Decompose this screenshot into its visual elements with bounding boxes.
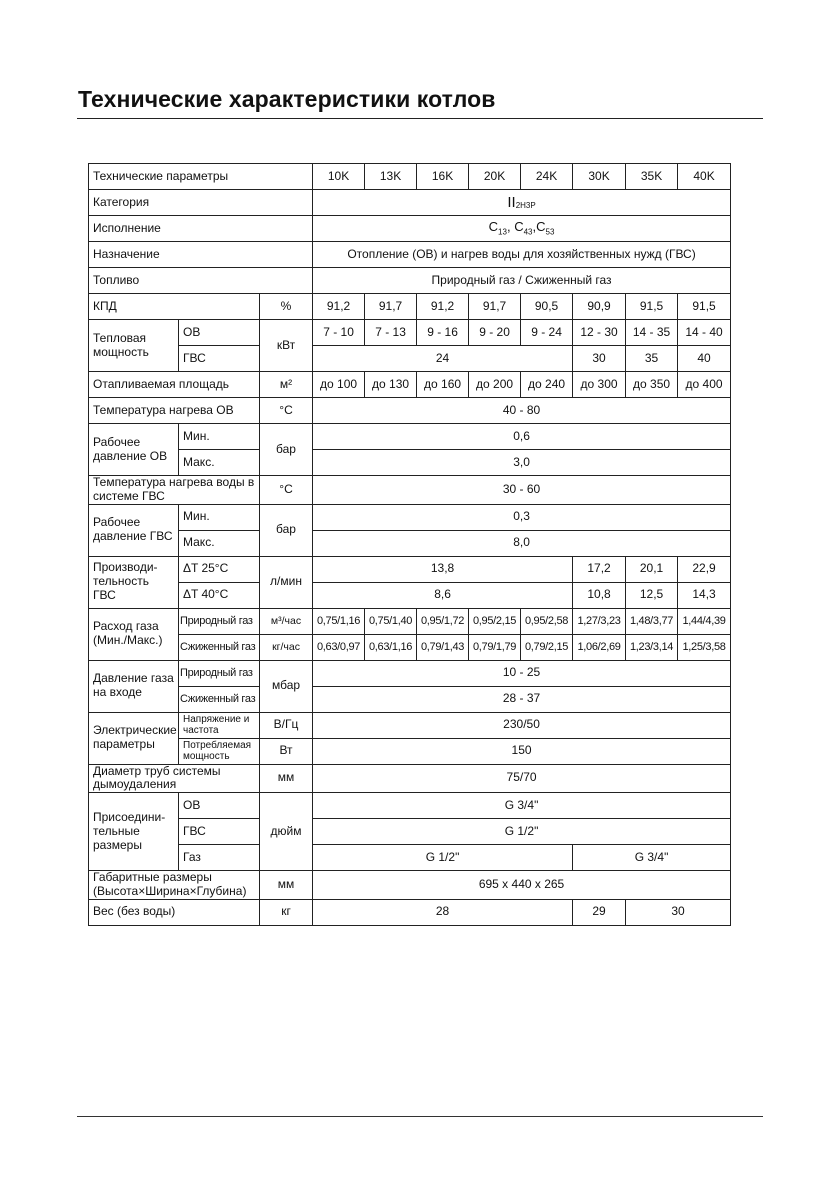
heat-power-ov-value: 12 - 30 <box>573 320 626 346</box>
heat-power-ov-value: 7 - 10 <box>313 320 365 346</box>
table-row <box>89 190 731 216</box>
model-cell: 35K <box>626 164 678 190</box>
flue-value: 75/70 <box>313 764 731 793</box>
unit-cell: бар <box>260 424 313 476</box>
table-row <box>89 556 731 582</box>
unit-cell: мбар <box>260 660 313 712</box>
efficiency-label: КПД <box>89 294 260 320</box>
unit-cell: °С <box>260 476 313 505</box>
sub-label: Макс. <box>179 450 260 476</box>
sub-label: ГВС <box>179 819 260 845</box>
table-row <box>89 268 731 294</box>
sub-label: Мин. <box>179 504 260 530</box>
area-value: до 160 <box>417 372 469 398</box>
gas-flow-natural-value: 0,95/2,15 <box>469 608 521 634</box>
table-row <box>89 871 731 900</box>
heat-power-gvs-value: 24 <box>313 346 573 372</box>
unit-cell: мм <box>260 871 313 900</box>
unit-cell: кг/час <box>260 634 313 660</box>
model-cell: 20K <box>469 164 521 190</box>
sub-label: ОВ <box>179 320 260 346</box>
params-label: Технические параметры <box>89 164 313 190</box>
productivity-dt25-value: 17,2 <box>573 556 626 582</box>
pressure-gvs-min: 0,3 <box>313 504 731 530</box>
table-row <box>89 530 731 556</box>
gas-flow-lpg-value: 1,25/3,58 <box>678 634 731 660</box>
table-row <box>89 450 731 476</box>
gas-flow-natural-value: 0,95/1,72 <box>417 608 469 634</box>
purpose-value: Отопление (ОВ) и нагрев воды для хозяйственных нужд (ГВС) <box>313 242 731 268</box>
weight-label: Вес (без воды) <box>89 899 260 925</box>
electrical-voltage-value: 230/50 <box>313 712 731 738</box>
table-row <box>89 686 731 712</box>
fuel-label: Топливо <box>89 268 313 294</box>
sub-label: ОВ <box>179 793 260 819</box>
table-row <box>89 294 731 320</box>
heat-power-gvs-value: 30 <box>573 346 626 372</box>
unit-cell: бар <box>260 504 313 556</box>
fuel-value: Природный газ / Сжиженный газ <box>313 268 731 294</box>
table-row <box>89 764 731 793</box>
productivity-dt40-value: 12,5 <box>626 582 678 608</box>
temp-ov-label: Температура нагрева ОВ <box>89 398 260 424</box>
purpose-label: Назначение <box>89 242 313 268</box>
flue-label: Диаметр труб системы дымоудаления <box>89 764 260 793</box>
temp-gvs-label: Температура нагрева воды в системе ГВС <box>89 476 260 505</box>
weight-value: 29 <box>573 899 626 925</box>
table-row <box>89 712 731 738</box>
area-value: до 240 <box>521 372 573 398</box>
gas-flow-lpg-value: 0,79/1,43 <box>417 634 469 660</box>
unit-cell: кг <box>260 899 313 925</box>
efficiency-value: 91,5 <box>678 294 731 320</box>
sub-label: Сжиженный газ <box>179 634 260 660</box>
pressure-ov-max: 3,0 <box>313 450 731 476</box>
efficiency-value: 91,7 <box>469 294 521 320</box>
dimensions-value: 695 х 440 х 265 <box>313 871 731 900</box>
table-row <box>89 634 731 660</box>
productivity-dt25-value: 20,1 <box>626 556 678 582</box>
table-row <box>89 476 731 505</box>
sub-label: Напряжение и частота <box>179 712 260 738</box>
sub-label: Газ <box>179 845 260 871</box>
connections-gvs-value: G 1/2" <box>313 819 731 845</box>
execution-value: $C_{13}$, $C_{43},C_{53}$ <box>313 216 731 242</box>
gas-flow-lpg-value: 0,63/0,97 <box>313 634 365 660</box>
unit-cell: Вт <box>260 738 313 764</box>
footer-rule <box>77 1116 763 1117</box>
page-title: Технические характеристики котлов <box>78 86 496 112</box>
model-cell: 24K <box>521 164 573 190</box>
table-row <box>89 346 731 372</box>
unit-cell: дюйм <box>260 793 313 871</box>
gas-flow-natural-value: 1,27/3,23 <box>573 608 626 634</box>
heat-power-ov-value: 14 - 40 <box>678 320 731 346</box>
table-row <box>89 608 731 634</box>
heat-power-ov-value: 9 - 20 <box>469 320 521 346</box>
gas-flow-lpg-value: 1,06/2,69 <box>573 634 626 660</box>
unit-cell: кВт <box>260 320 313 372</box>
electrical-power-value: 150 <box>313 738 731 764</box>
model-cell: 13K <box>365 164 417 190</box>
table-row <box>89 242 731 268</box>
table-row <box>89 819 731 845</box>
productivity-dt25-value: 22,9 <box>678 556 731 582</box>
gas-flow-lpg-value: 0,79/1,79 <box>469 634 521 660</box>
sub-label: ГВС <box>179 346 260 372</box>
sub-label: Мин. <box>179 424 260 450</box>
heat-power-ov-value: 9 - 16 <box>417 320 469 346</box>
table-row <box>89 845 731 871</box>
area-value: до 350 <box>626 372 678 398</box>
connections-gas-value: G 1/2" <box>313 845 573 871</box>
connections-gas-value: G 3/4" <box>573 845 731 871</box>
sub-label: Сжиженный газ <box>179 686 260 712</box>
area-value: до 400 <box>678 372 731 398</box>
sub-label: ΔT 40°С <box>179 582 260 608</box>
area-value: до 130 <box>365 372 417 398</box>
model-cell: 30K <box>573 164 626 190</box>
temp-ov-value: 40 - 80 <box>313 398 731 424</box>
gas-flow-label: Расход газа (Мин./Макс.) <box>89 608 179 660</box>
gas-flow-natural-value: 0,75/1,40 <box>365 608 417 634</box>
spec-table <box>88 163 731 926</box>
unit-cell: м³/час <box>260 608 313 634</box>
sub-label: Природный газ <box>179 608 260 634</box>
efficiency-value: 90,9 <box>573 294 626 320</box>
area-value: до 200 <box>469 372 521 398</box>
gas-flow-lpg-value: 0,63/1,16 <box>365 634 417 660</box>
pressure-ov-min: 0,6 <box>313 424 731 450</box>
productivity-dt40-value: 10,8 <box>573 582 626 608</box>
gas-flow-natural-value: 0,75/1,16 <box>313 608 365 634</box>
heat-power-ov-value: 7 - 13 <box>365 320 417 346</box>
table-row <box>89 424 731 450</box>
weight-value: 28 <box>313 899 573 925</box>
table-row <box>89 582 731 608</box>
table-row <box>89 899 731 925</box>
title-underline <box>77 118 763 119</box>
gas-pressure-natural-value: 10 - 25 <box>313 660 731 686</box>
electrical-label: Электрические параметры <box>89 712 179 764</box>
productivity-dt40-value: 14,3 <box>678 582 731 608</box>
unit-cell: л/мин <box>260 556 313 608</box>
pressure-gvs-max: 8,0 <box>313 530 731 556</box>
heat-power-ov-value: 14 - 35 <box>626 320 678 346</box>
sub-label: Природный газ <box>179 660 260 686</box>
table-row <box>89 398 731 424</box>
gas-flow-lpg-value: 1,23/3,14 <box>626 634 678 660</box>
efficiency-value: 90,5 <box>521 294 573 320</box>
gas-flow-natural-value: 1,48/3,77 <box>626 608 678 634</box>
execution-label: Исполнение <box>89 216 313 242</box>
productivity-dt25-value: 13,8 <box>313 556 573 582</box>
sub-label: Потребляемая мощность <box>179 738 260 764</box>
category-label: Категория <box>89 190 313 216</box>
table-row <box>89 504 731 530</box>
table-row <box>89 793 731 819</box>
area-value: до 100 <box>313 372 365 398</box>
area-label: Отапливаемая площадь <box>89 372 260 398</box>
heat-power-ov-value: 9 - 24 <box>521 320 573 346</box>
productivity-dt40-value: 8,6 <box>313 582 573 608</box>
connections-label: Присоедини-тельные размеры <box>89 793 179 871</box>
dimensions-label: Габаритные размеры (Высота×Ширина×Глубина) <box>89 871 260 900</box>
weight-value: 30 <box>626 899 731 925</box>
table-row <box>89 372 731 398</box>
table-row <box>89 738 731 764</box>
gas-pressure-label: Давление газа на входе <box>89 660 179 712</box>
temp-gvs-value: 30 - 60 <box>313 476 731 505</box>
pressure-ov-label: Рабочее давление ОВ <box>89 424 179 476</box>
sub-label: ΔT 25°С <box>179 556 260 582</box>
heat-power-gvs-value: 35 <box>626 346 678 372</box>
productivity-label: Производи-тельность ГВС <box>89 556 179 608</box>
gas-flow-natural-value: 0,95/2,58 <box>521 608 573 634</box>
category-value: $II_{2H3P}$ <box>313 190 731 216</box>
efficiency-value: 91,5 <box>626 294 678 320</box>
efficiency-value: 91,2 <box>313 294 365 320</box>
model-cell: 10K <box>313 164 365 190</box>
model-cell: 40K <box>678 164 731 190</box>
heat-power-gvs-value: 40 <box>678 346 731 372</box>
table-row <box>89 320 731 346</box>
gas-flow-lpg-value: 0,79/2,15 <box>521 634 573 660</box>
unit-cell: мм <box>260 764 313 793</box>
table-row <box>89 660 731 686</box>
connections-ov-value: G 3/4" <box>313 793 731 819</box>
sub-label: Макс. <box>179 530 260 556</box>
unit-cell: % <box>260 294 313 320</box>
table-row <box>89 216 731 242</box>
unit-cell: °С <box>260 398 313 424</box>
area-value: до 300 <box>573 372 626 398</box>
heat-power-label: Тепловая мощность <box>89 320 179 372</box>
efficiency-value: 91,7 <box>365 294 417 320</box>
pressure-gvs-label: Рабочее давление ГВС <box>89 504 179 556</box>
gas-flow-natural-value: 1,44/4,39 <box>678 608 731 634</box>
unit-cell: В/Гц <box>260 712 313 738</box>
efficiency-value: 91,2 <box>417 294 469 320</box>
table-row <box>89 164 731 190</box>
unit-cell: м² <box>260 372 313 398</box>
model-cell: 16K <box>417 164 469 190</box>
gas-pressure-lpg-value: 28 - 37 <box>313 686 731 712</box>
